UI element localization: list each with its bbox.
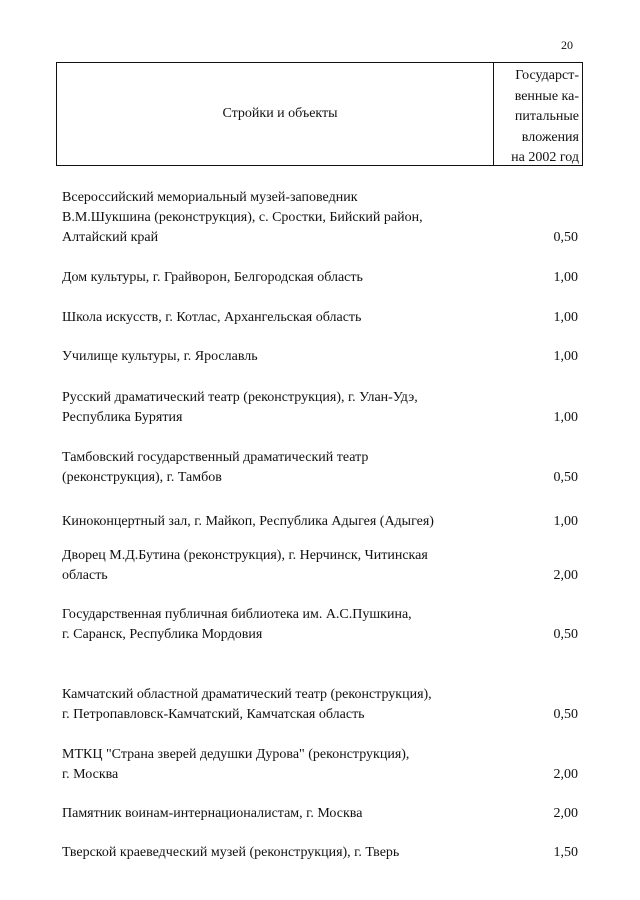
investment-value: 1,00 [553,349,578,364]
table-row [62,804,578,824]
table-row [62,448,578,488]
project-name: Тверской краеведческий музей (реконструкция), г. Тверь [62,845,400,860]
table-row [62,843,578,863]
investment-value: 1,00 [553,410,578,425]
project-name: МТКЦ "Страна зверей дедушки Дурова" (реконструкция), г. Москва [62,747,410,782]
project-name: Училище культуры, г. Ярославль [62,349,258,364]
header-investment-line: на 2002 год [511,150,579,165]
project-name: Школа искусств, г. Котлас, Архангельская область [62,310,362,325]
project-name: Русский драматический театр (реконструкция), г. Улан-Удэ, Республика Бурятия [62,390,418,425]
table-row [62,188,578,248]
table-row [62,745,578,785]
table-row [62,605,578,645]
project-name: Тамбовский государственный драматический театр (реконструкция), г. Тамбов [62,450,369,485]
header-investment-line: Государст- [515,68,579,83]
table-row [62,546,578,586]
investment-value: 1,50 [553,845,578,860]
project-name: Киноконцертный зал, г. Майкоп, Республика Адыгея (Адыгея) [62,514,434,529]
table-row [62,308,578,328]
project-name: Камчатский областной драматический театр (реконструкция), г. Петропавловск-Камчатский, Камчатская область [62,687,432,722]
investment-value: 0,50 [553,627,578,642]
header-investment-line: венные ка- [514,88,579,104]
table-row [62,685,578,725]
page-number: 20 [561,38,573,52]
header-projects-column: Стройки и объекты [222,106,338,121]
table-row [62,268,578,288]
project-name: Дворец М.Д.Бутина (реконструкция), г. Нерчинск, Читинская область [62,548,428,583]
investment-value: 0,50 [553,230,578,245]
investment-value: 1,00 [553,310,578,325]
table-row [62,347,578,367]
project-name: Памятник воинам-интернационалистам, г. Москва [62,806,363,821]
header-investment-line: вложения [521,129,579,145]
investment-value: 2,00 [553,568,578,583]
investment-value: 2,00 [553,806,578,821]
investment-value: 1,00 [553,270,578,285]
header-investment-line: питальные [514,109,579,124]
project-name: Государственная публичная библиотека им. А.С.Пушкина, г. Саранск, Республика Мордовия [62,607,412,642]
investment-value: 1,00 [553,514,578,529]
project-name: Дом культуры, г. Грайворон, Белгородская область [62,270,363,285]
investment-value: 0,50 [553,470,578,485]
investment-value: 0,50 [553,707,578,722]
table-row [62,388,578,428]
project-name: Всероссийский мемориальный музей-заповедник В.М.Шукшина (реконструкция), с. Сростки, Бийский район, Алтайский край [62,190,423,245]
investment-value: 2,00 [553,767,578,782]
table-row [62,512,578,532]
